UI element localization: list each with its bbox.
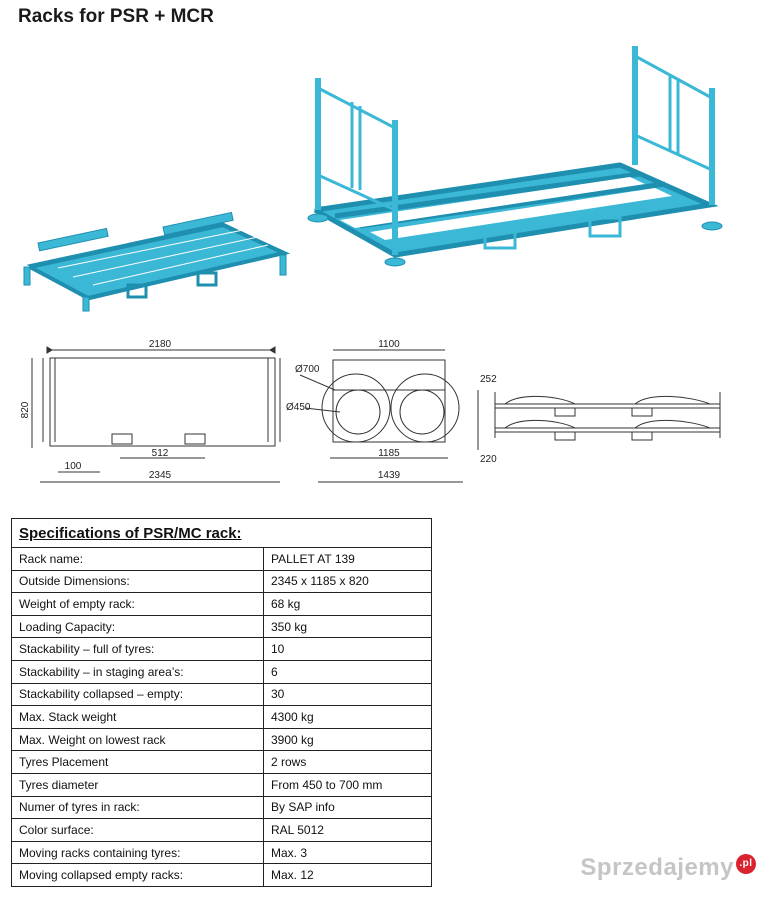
- specifications-heading: Specifications of PSR/MC rack:: [12, 519, 432, 548]
- spec-value: 30: [264, 683, 432, 706]
- watermark-badge: .pl: [736, 854, 756, 874]
- dim-front-length: 2345: [148, 470, 172, 481]
- spec-value: RAL 5012: [264, 819, 432, 842]
- spec-value: 6: [264, 660, 432, 683]
- spec-label: Weight of empty rack:: [12, 593, 264, 616]
- stack-view-drawing: [478, 390, 720, 450]
- spec-value: PALLET AT 139: [264, 548, 432, 571]
- spec-label: Loading Capacity:: [12, 615, 264, 638]
- spec-value: 2 rows: [264, 751, 432, 774]
- spec-row: [12, 864, 432, 887]
- spec-label: Numer of tyres in rack:: [12, 796, 264, 819]
- watermark-text: Sprzedajemy: [580, 854, 734, 881]
- spec-label: Tyres Placement: [12, 751, 264, 774]
- spec-value: Max. 3: [264, 841, 432, 864]
- specifications-heading-row: [12, 519, 432, 548]
- dim-side-inner: 1185: [378, 448, 400, 459]
- spec-label: Moving collapsed empty racks:: [12, 864, 264, 887]
- spec-row: [12, 548, 432, 571]
- dim-front-span: 512: [151, 448, 169, 459]
- spec-value: 350 kg: [264, 615, 432, 638]
- spec-label: Stackability – in staging area’s:: [12, 660, 264, 683]
- spec-row: [12, 570, 432, 593]
- spec-value: 2345 x 1185 x 820: [264, 570, 432, 593]
- page-title: Racks for PSR + MCR: [18, 6, 214, 27]
- spec-label: Color surface:: [12, 819, 264, 842]
- dim-stack-top: 252: [480, 374, 497, 385]
- spec-value: By SAP info: [264, 796, 432, 819]
- spec-row: [12, 593, 432, 616]
- spec-row: [12, 751, 432, 774]
- technical-drawings: [0, 330, 774, 490]
- dim-side-outer: 1439: [377, 470, 401, 481]
- spec-row: [12, 841, 432, 864]
- spec-value: 4300 kg: [264, 706, 432, 729]
- spec-row: [12, 773, 432, 796]
- spec-row: [12, 728, 432, 751]
- spec-row: [12, 638, 432, 661]
- dim-front-width: 2180: [148, 339, 172, 350]
- specifications-table: [11, 518, 432, 887]
- dim-side-dia-large: Ø700: [295, 364, 320, 375]
- spec-value: 68 kg: [264, 593, 432, 616]
- spec-row: [12, 819, 432, 842]
- spec-row: [12, 615, 432, 638]
- spec-value: 10: [264, 638, 432, 661]
- spec-row: [12, 796, 432, 819]
- spec-label: Tyres diameter: [12, 773, 264, 796]
- side-view-drawing: [300, 350, 463, 482]
- spec-label: Stackability – full of tyres:: [12, 638, 264, 661]
- spec-label: Outside Dimensions:: [12, 570, 264, 593]
- dim-side-dia-small: Ø450: [286, 402, 311, 413]
- spec-label: Max. Stack weight: [12, 706, 264, 729]
- dim-front-height: 820: [20, 401, 31, 419]
- spec-row: [12, 660, 432, 683]
- spec-value: Max. 12: [264, 864, 432, 887]
- dim-side-top: 1100: [378, 339, 400, 350]
- spec-label: Rack name:: [12, 548, 264, 571]
- assembled-rack-illustration: [300, 40, 730, 270]
- spec-label: Moving racks containing tyres:: [12, 841, 264, 864]
- dim-stack-bottom: 220: [480, 454, 497, 465]
- spec-row: [12, 706, 432, 729]
- spec-row: [12, 683, 432, 706]
- spec-value: 3900 kg: [264, 728, 432, 751]
- collapsed-rack-illustration: [18, 205, 293, 315]
- watermark: [580, 854, 756, 882]
- spec-label: Stackability collapsed – empty:: [12, 683, 264, 706]
- dim-front-offset: 100: [64, 461, 82, 472]
- spec-value: From 450 to 700 mm: [264, 773, 432, 796]
- spec-label: Max. Weight on lowest rack: [12, 728, 264, 751]
